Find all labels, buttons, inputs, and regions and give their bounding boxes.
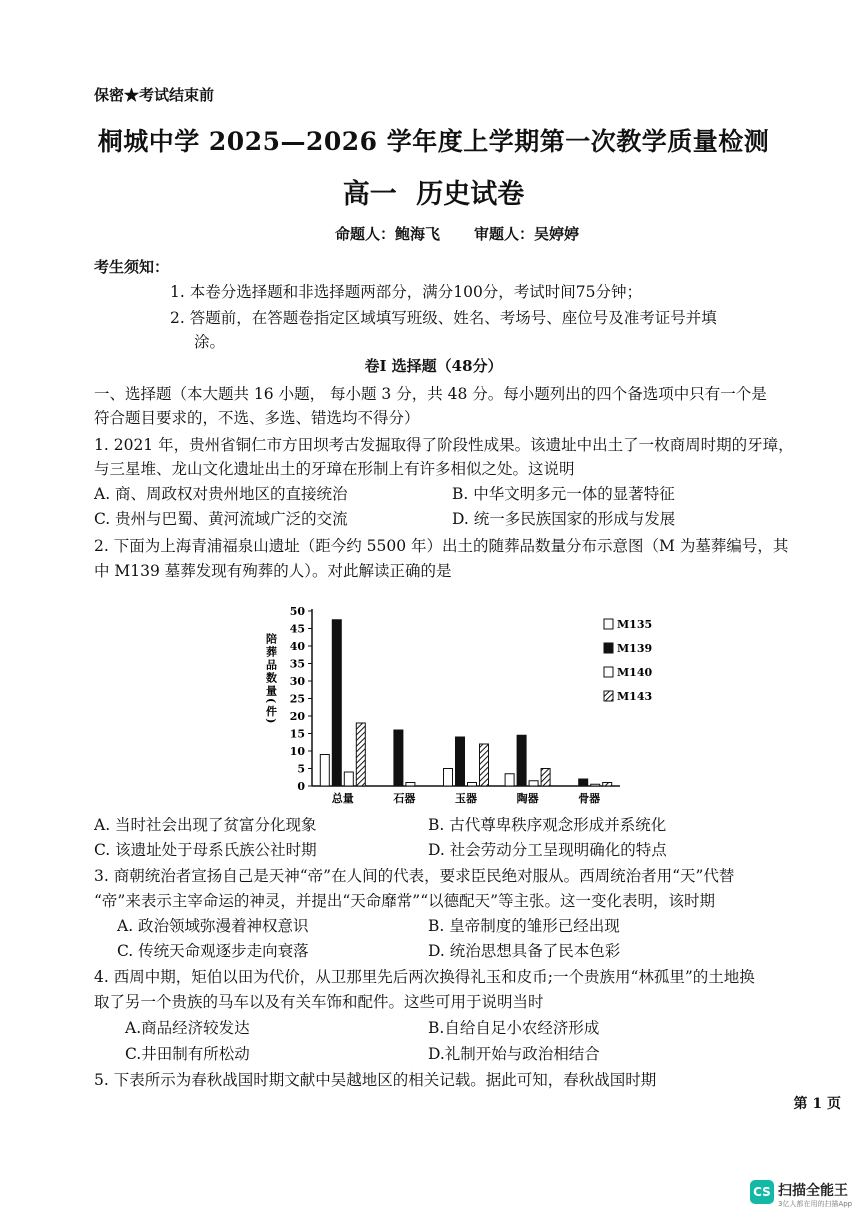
x-tick-label: 总量 <box>331 792 354 805</box>
y-axis-label-group <box>265 632 278 726</box>
y-tick-label: 50 <box>289 605 305 618</box>
bar-m140-1 <box>406 783 415 787</box>
legend-label-m143: M143 <box>617 690 653 703</box>
q4-stem-2: 取了另一个贵族的马车以及有关车饰和配件。这些可用于说明当时 <box>94 993 544 1011</box>
reviewer: 审题人：吴婷婷 <box>474 225 580 243</box>
legend-swatch-m139 <box>604 643 613 653</box>
q2-option-c: C. 该遗址处于母系氏族公社时期 <box>94 841 317 859</box>
bar-m135-0 <box>320 755 329 787</box>
y-tick-label: 5 <box>297 762 305 776</box>
q4-stem-1: 4. 西周中期，矩伯以田为代价，从卫那里先后两次换得礼玉和皮币;一个贵族用“林孤里”的土地换 <box>94 968 755 986</box>
bar-m143-3 <box>541 769 550 787</box>
q2-option-a: A. 当时社会出现了贫富分化现象 <box>94 816 317 834</box>
y-tick-label: 20 <box>289 710 305 723</box>
section-heading: 卷Ⅰ 选择题（48分） <box>364 357 503 375</box>
page-number: 第 1 页 <box>793 1096 841 1112</box>
x-tick-label: 骨器 <box>578 792 601 805</box>
q4-option-b: B.自给自足小农经济形成 <box>428 1019 600 1037</box>
scanner-watermark <box>750 1177 853 1211</box>
burial-goods-bar-chart <box>255 598 655 810</box>
y-axis-ticks <box>290 605 312 793</box>
q1-option-d: D. 统一多民族国家的形成与发展 <box>452 510 676 528</box>
x-axis-ticks <box>332 791 600 805</box>
bar-m139-3 <box>517 735 526 786</box>
q3-option-a: A. 政治领域弥漫着神权意识 <box>117 917 309 935</box>
q2-option-b: B. 古代尊卑秩序观念形成并系统化 <box>428 816 667 834</box>
notice-item-2: 2. 答题前，在答题卷指定区域填写班级、姓名、考场号、座位号及准考证号并填 <box>170 309 717 327</box>
notice-heading: 考生须知： <box>94 258 170 276</box>
legend-swatch-m143 <box>604 691 613 701</box>
bar-m143-0 <box>356 723 365 786</box>
q1-stem-1: 1. 2021 年，贵州省铜仁市方田坝考古发掘取得了阶段性成果。该遗址中出土了一枚商周时期的牙璋， <box>94 436 794 454</box>
legend-label-m139: M139 <box>617 642 653 655</box>
author: 命题人：鲍海飞 <box>335 225 441 243</box>
confidential-label: 保密★考试结束前 <box>94 86 215 104</box>
y-tick-label: 0 <box>297 780 305 793</box>
section-instruction-1: 一、选择题（本大题共 16 小题， 每小题 3 分，共 48 分。每小题列出的四个备选项中只有一个是 <box>94 385 767 403</box>
q4-option-c: C.井田制有所松动 <box>125 1045 250 1063</box>
bar-m139-4 <box>579 779 588 786</box>
q3-option-c: C. 传统天命观逐步走向衰落 <box>117 942 309 960</box>
q2-stem-2: 中 M139 墓葬发现有殉葬的人）。对此解读正确的是 <box>94 562 452 580</box>
bar-m140-0 <box>344 772 353 786</box>
exam-subtitle: 高一 历史试卷 <box>342 179 525 210</box>
bar-m139-2 <box>456 737 465 786</box>
x-tick-label: 玉器 <box>455 792 477 805</box>
bars-group <box>320 620 611 786</box>
bar-m140-3 <box>529 781 538 786</box>
notice-item-1: 1. 本卷分选择题和非选择题两部分，满分100分，考试时间75分钟； <box>170 283 643 301</box>
section-instruction-2: 符合题目要求的，不选、多选、错选均不得分） <box>94 409 420 427</box>
legend-swatch-m135 <box>604 619 613 629</box>
legend-swatch-m140 <box>604 667 613 677</box>
q4-option-a: A.商品经济较发达 <box>125 1019 250 1037</box>
y-tick-label: 45 <box>289 622 305 636</box>
q3-stem-1: 3. 商朝统治者宣扬自己是天神“帝”在人间的代表，要求臣民绝对服从。西周统治者用“天”代替 <box>94 867 735 885</box>
q1-option-c: C. 贵州与巴蜀、黄河流域广泛的交流 <box>94 510 348 528</box>
q2-option-d: D. 社会劳动分工呈现明确化的特点 <box>428 841 667 859</box>
bar-m140-2 <box>468 783 477 787</box>
bar-m140-4 <box>591 784 600 786</box>
y-axis-label: 陪葬品数量(件) <box>264 633 278 726</box>
authors-line <box>335 223 579 244</box>
exam-title: 桐城中学 2025—2026 学年度上学期第一次教学质量检测 <box>97 127 770 156</box>
y-tick-label: 30 <box>289 675 305 688</box>
y-tick-label: 10 <box>289 745 305 758</box>
x-tick-label: 陶器 <box>516 792 539 805</box>
scanner-tagline: 3亿人都在用的扫描App <box>778 1200 853 1208</box>
q3-option-b: B. 皇帝制度的雏形已经出现 <box>428 917 620 935</box>
q1-stem-2: 与三星堆、龙山文化遗址出土的牙璋在形制上有许多相似之处。这说明 <box>94 460 575 478</box>
notice-item-2-cont: 涂。 <box>194 333 226 351</box>
scanner-logo-icon: CS <box>750 1180 774 1204</box>
legend-label-m140: M140 <box>617 666 653 679</box>
q3-option-d: D. 统治思想具备了民本色彩 <box>428 942 621 960</box>
bar-m139-1 <box>394 730 403 786</box>
bar-m135-3 <box>505 774 514 786</box>
bar-m143-2 <box>480 744 489 786</box>
q3-stem-2: “帝”来表示主宰命运的神灵，并提出“天命靡常”“以德配天”等主张。这一变化表明，该时期 <box>94 892 716 910</box>
bar-m143-4 <box>603 783 612 787</box>
y-tick-label: 15 <box>289 727 305 741</box>
bar-m135-2 <box>444 769 453 787</box>
legend-label-m135: M135 <box>617 618 653 631</box>
bar-m139-0 <box>332 620 341 786</box>
q5-stem-1: 5. 下表所示为春秋战国时期文献中吴越地区的相关记载。据此可知，春秋战国时期 <box>94 1071 657 1089</box>
y-tick-label: 35 <box>289 657 305 671</box>
x-tick-label: 石器 <box>393 792 416 805</box>
q1-option-b: B. 中华文明多元一体的显著特征 <box>452 485 675 503</box>
y-tick-label: 40 <box>289 640 305 653</box>
chart-legend <box>604 618 652 703</box>
y-tick-label: 25 <box>289 692 305 706</box>
scanner-name: 扫描全能王 <box>778 1183 848 1199</box>
q1-option-a: A. 商、周政权对贵州地区的直接统治 <box>94 485 348 503</box>
q4-option-d: D.礼制开始与政治相结合 <box>428 1045 600 1063</box>
q2-stem-1: 2. 下面为上海青浦福泉山遗址（距今约 5500 年）出土的随葬品数量分布示意图（M 为墓葬编号，其 <box>94 537 789 555</box>
